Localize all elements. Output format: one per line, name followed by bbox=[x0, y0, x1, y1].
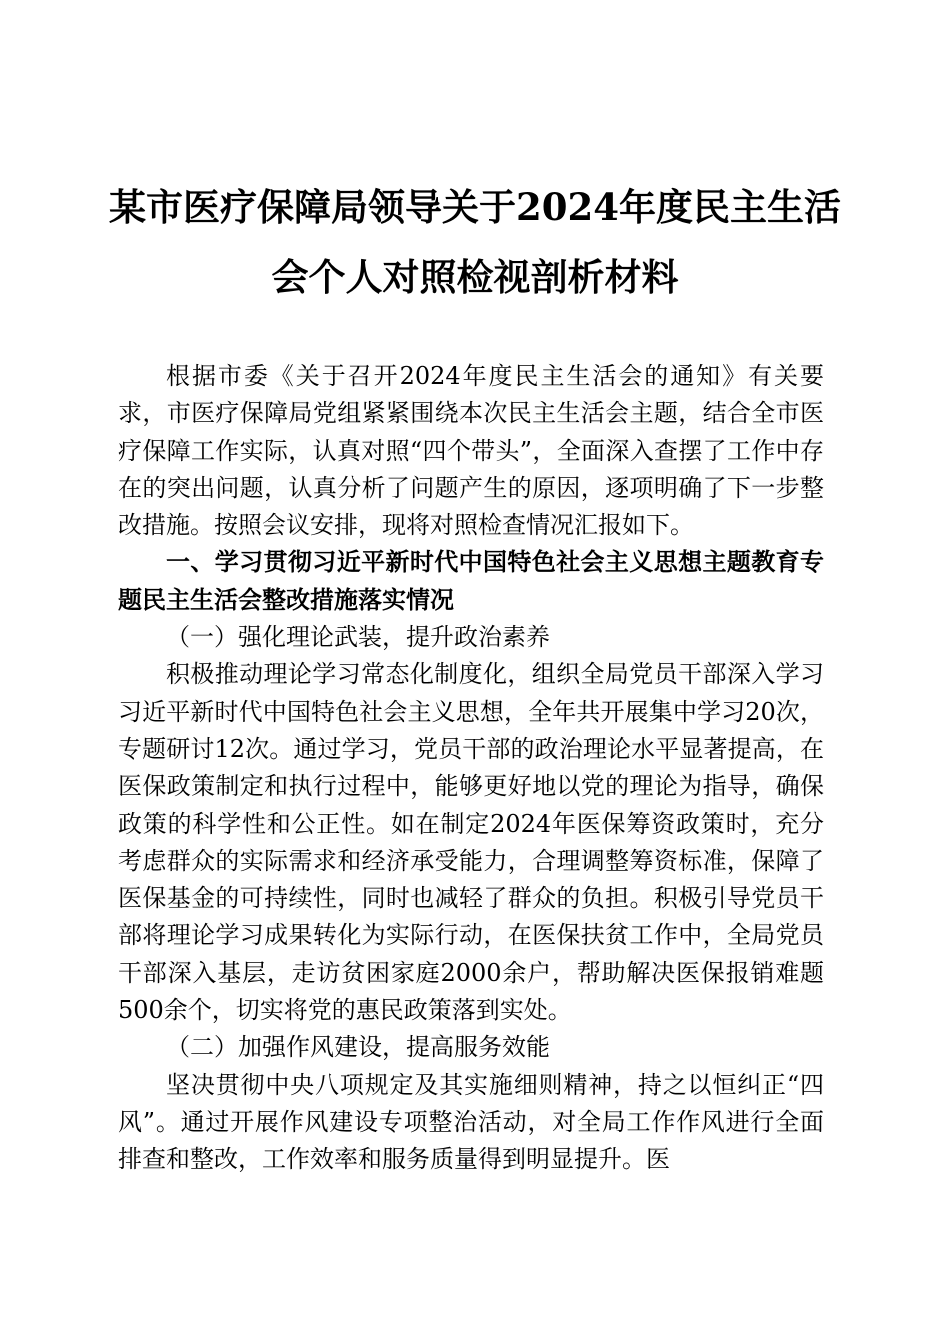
subsection-heading-1: （一）强化理论武装，提升政治素养 bbox=[166, 623, 550, 652]
subsection-heading-2: （二）加强作风建设，提高服务效能 bbox=[166, 1033, 550, 1062]
document-body bbox=[118, 358, 824, 1179]
body-paragraph-2: 坚决贯彻中央八项规定及其实施细则精神，持之以恒纠正“四风”。通过开展作风建设专项整治活动，对全局工作作风进行全面排查和整改，工作效率和服务质量得到明显提升。医 bbox=[118, 1070, 824, 1174]
title-line-2: 会个人对照检视剖析材料 bbox=[271, 255, 679, 299]
document-title bbox=[100, 172, 850, 312]
body-paragraph-1: 积极推动理论学习常态化制度化，组织全局党员干部深入学习习近平新时代中国特色社会主义思想，全年共开展集中学习20次，专题研讨12次。通过学习，党员干部的政治理论水平显著提高，在医保政策制定和执行过程中，能够更好地以党的理论为指导，确保政策的科学性和公正性。如在制定2024年医保筹资政策时，充分考虑群众的实际需求和经济承受能力，合理调整筹资标准，保障了医保基金的可持续性，同时也减轻了群众的负担。积极引导党员干部将理论学习成果转化为实际行动，在医保扶贫工作中，全局党员干部深入基层，走访贫困家庭2000余户，帮助解决医保报销难题500余个，切实将党的惠民政策落到实处。 bbox=[118, 660, 824, 1025]
title-line-1: 某市医疗保障局领导关于2024年度民主生活 bbox=[109, 185, 841, 229]
intro-paragraph: 根据市委《关于召开2024年度民主生活会的通知》有关要求，市医疗保障局党组紧紧围绕本次民主生活会主题，结合全市医疗保障工作实际，认真对照“四个带头”，全面深入查摆了工作中存在的突出问题，认真分析了问题产生的原因，逐项明确了下一步整改措施。按照会议安排，现将对照检查情况汇报如下。 bbox=[118, 362, 824, 540]
section-heading-1: 一、学习贯彻习近平新时代中国特色社会主义思想主题教育专题民主生活会整改措施落实情况 bbox=[118, 548, 824, 614]
